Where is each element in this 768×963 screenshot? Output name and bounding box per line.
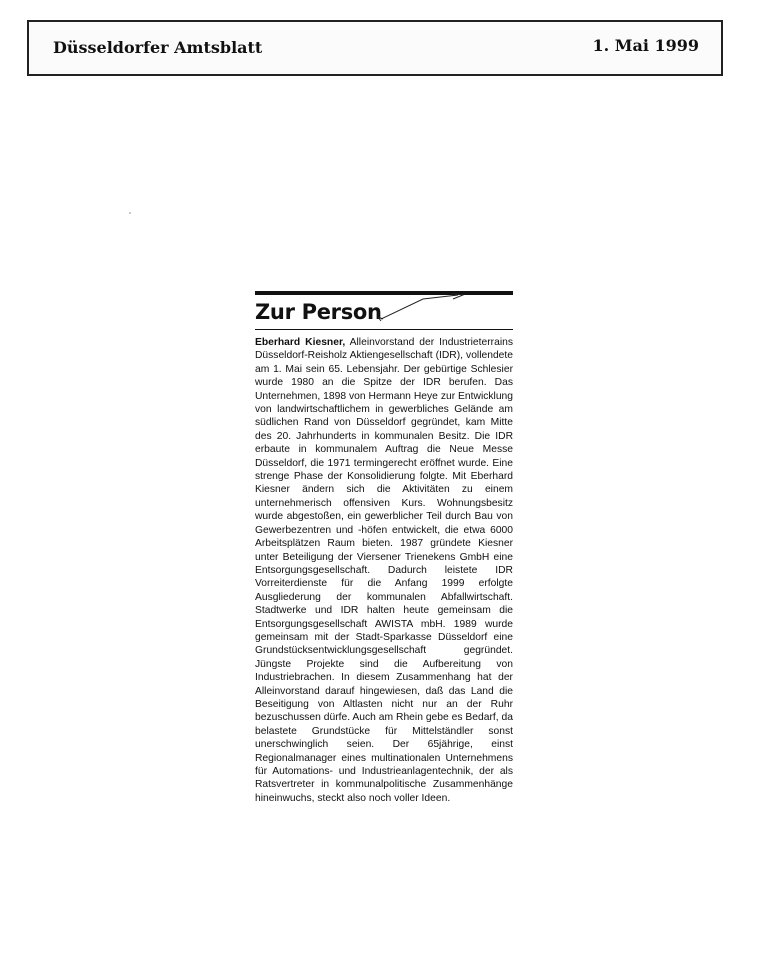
headline-bottom-rule: [255, 329, 513, 330]
headline: Zur Person: [255, 300, 382, 324]
publication-name: Düsseldorfer Amtsblatt: [53, 38, 263, 57]
headline-block: [255, 295, 513, 329]
pencil-mark-icon: [363, 293, 473, 327]
lead-name: Eberhard Kiesner,: [255, 337, 346, 348]
article-body: [255, 336, 513, 805]
masthead: [27, 20, 723, 76]
body-text: Alleinvorstand der Industrieterrains Düsseldorf-Reisholz Aktiengesellschaft (IDR), vollendete am 1. Mai sein 65. Lebensjahr. Der gebürtige Schlesier wurde 1980 an die Spitze der IDR berufen. Das Unternehmen, 1898 von Hermann Heye zur Entwicklung von landwirtschaftlichem in gewerbliches Gelände am südlichen Rand von Düsseldorf gegründet, kam Mitte des 20. Jahrhunderts in kommunalen Besitz. Die IDR erbaute in kommunalem Auftrag die Neue Messe Düsseldorf, die 1971 termingerecht eröffnet wurde. Eine strenge Phase der Konsolidierung folgte. Mit Eberhard Kiesner ändern sich die Aktivitäten zu einem unternehmerisch offensiven Kurs. Wohnungsbesitz wurde abgestoßen, ein gewerblicher Teil durch Bau von Gewerbezentren und -höfen entwickelt, die etwa 6000 Arbeitsplätzen Raum bieten. 1987 gründete Kiesner unter Beteiligung der Viersener Trienekens GmbH eine Entsorgungsgesellschaft. Dadurch leistete IDR Vorreiterdienste für die Anfang 1999 erfolgte Ausgliederung der kommunalen Abfallwirtschaft. Stadtwerke und IDR halten heute gemeinsam die Entsorgungsgesellschaft AWISTA mbH. 1989 wurde gemeinsam mit der Stadt-Sparkasse Düsseldorf eine Grundstücksentwicklungsgesellschaft gegründet. Jüngste Projekte sind die Aufbereitung von Industriebrachen. In diesem Zusammenhang hat der Alleinvorstand darauf hingewiesen, daß das Land die Beseitigung von Altlasten nicht nur an der Ruhr bezuschussen dürfe. Auch am Rhein gebe es Bedarf, da belastete Grundstücke für Mittelständler sonst unerschwinglich seien. Der 65jährige, einst Regionalmanager eines multinationalen Unternehmens für Automations- und Industrieanlagentechnik, der als Ratsvertreter in kommunalpolitische Zusammenhänge hineinwuchs, steckt also noch voller Ideen.: [255, 337, 513, 804]
publication-date: 1. Mai 1999: [592, 36, 699, 55]
scan-speck: [129, 212, 131, 214]
article: [255, 291, 513, 805]
